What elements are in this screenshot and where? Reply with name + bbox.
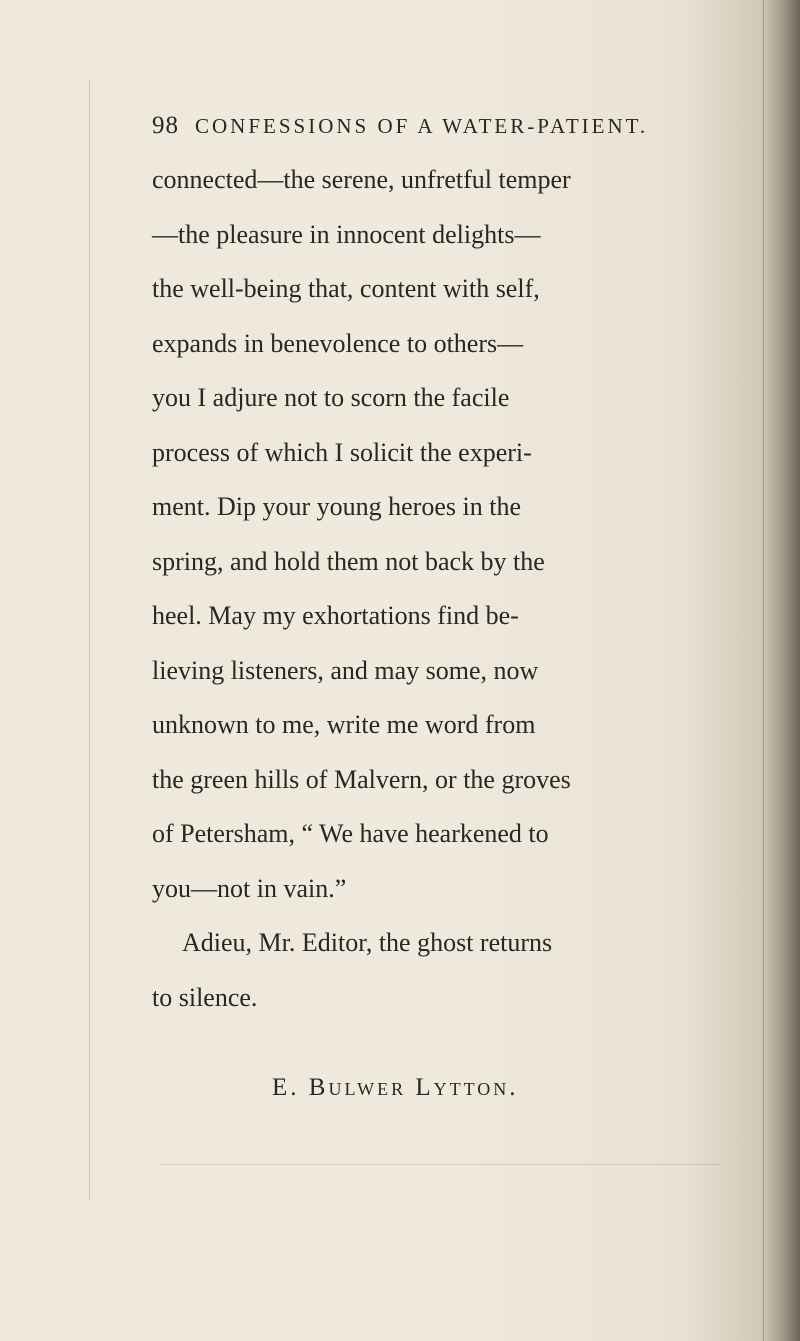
text-line: to silence. [152, 982, 258, 1012]
text-line: ment. Dip your young heroes in the [152, 492, 521, 521]
text-line: Adieu, Mr. Editor, the ghost returns [182, 928, 553, 957]
text-line: you—not in vain.” [152, 873, 347, 903]
page-edge-rule [89, 80, 90, 1200]
text-line: connected—the serene, unfretful temper [152, 165, 571, 194]
text-line: the well-being that, content with self, [152, 274, 540, 303]
text-line: expands in benevolence to others— [152, 328, 524, 358]
running-head: CONFESSIONS OF A WATER-PATIENT. [195, 114, 649, 138]
body-text [152, 153, 712, 1025]
page-number: 98 [152, 112, 179, 139]
text-line: of Petersham, “ We have hearkened to [152, 819, 549, 848]
text-line: the green hills of Malvern, or the groves [152, 764, 571, 794]
text-line: you I adjure not to scorn the facile [152, 383, 510, 412]
author-signature: E. Bulwer Lytton. [272, 1074, 519, 1101]
text-line: —the pleasure in innocent delights— [152, 219, 541, 249]
text-line: lieving listeners, and may some, now [152, 655, 539, 685]
bottom-rule [160, 1164, 720, 1165]
text-line: unknown to me, write me word from [152, 710, 536, 739]
page-header [152, 112, 712, 140]
text-line: heel. May my exhortations find be- [152, 601, 519, 630]
binding-shadow [760, 0, 800, 1341]
text-line: spring, and hold them not back by the [152, 546, 545, 576]
text-line: process of which I solicit the experi- [152, 437, 532, 467]
